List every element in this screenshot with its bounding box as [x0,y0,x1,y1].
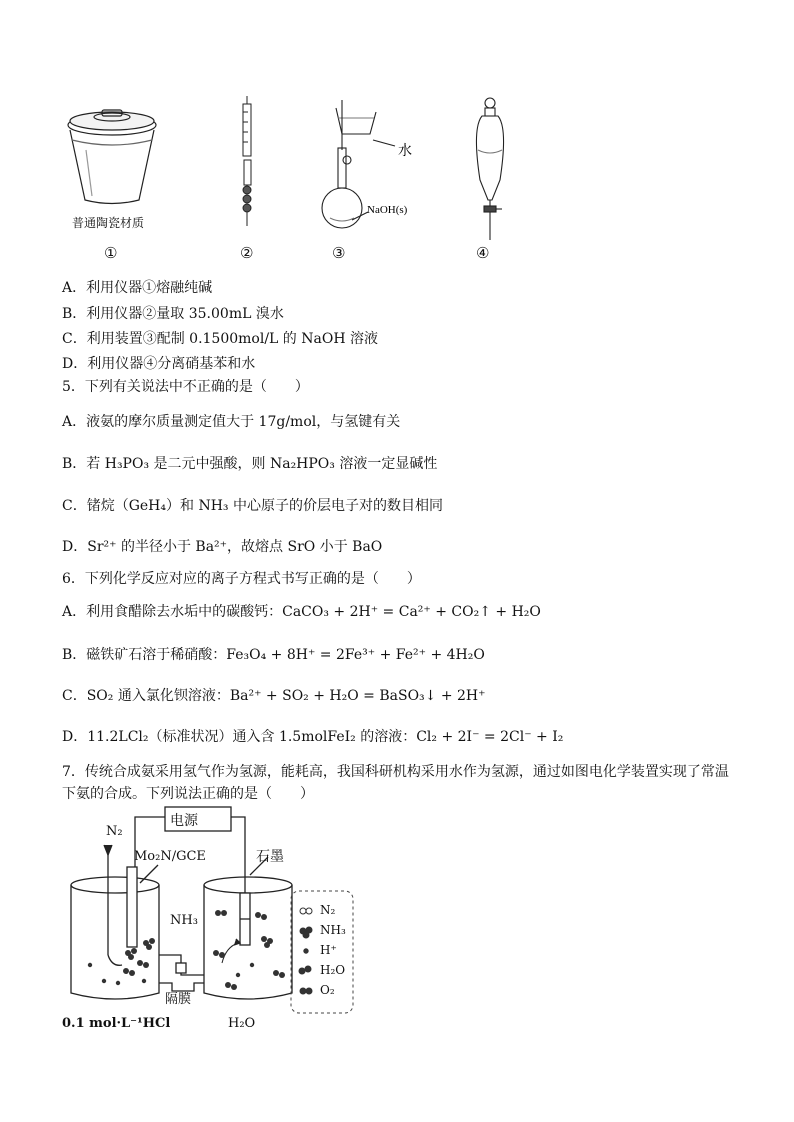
electrochemical-cell-figure [0,805,794,1045]
crucible-caption: 普通陶瓷材质 [72,216,145,230]
q6-option-b: B．磁铁矿石溶于稀硝酸：Fe₃O₄ + 8H⁺ = 2Fe³⁺ + Fe²⁺ + 4H₂O [62,647,485,663]
q5-option-d: D．Sr²⁺ 的半径小于 Ba²⁺，故熔点 SrO 小于 BaO [62,539,383,555]
apparatus-label-1: ① [104,244,118,262]
q6-option-d: D．11.2LCl₂（标准状况）通入含 1.5molFeI₂ 的溶液：Cl₂ + 2I⁻ = 2Cl⁻ + I₂ [62,729,564,745]
q7-stem-line1: 7．传统合成氨采用氢气作为氢源，能耗高，我国科研机构采用水作为氢源，通过如图电化学装置实现了常温 [62,764,729,780]
n2-inlet-label: N₂ [106,824,123,839]
q5-option-b: B．若 H₃PO₃ 是二元中强酸，则 Na₂HPO₃ 溶液一定显碱性 [62,456,438,472]
nh3-label: NH₃ [170,913,198,928]
crucible-illustration [68,110,156,204]
left-solution-label: 0.1 mol·L⁻¹HCl [62,1016,171,1031]
apparatus-label-2: ② [240,244,254,262]
q6-option-a: A．利用食醋除去水垢中的碳酸钙：CaCO₃ + 2H⁺ = Ca²⁺ + CO₂↑ + H₂O [62,604,541,620]
graduated-tube-illustration [243,96,251,226]
q5-stem: 5．下列有关说法中不正确的是（ ） [62,379,309,395]
q6-stem: 6．下列化学反应对应的离子方程式书写正确的是（ ） [62,571,421,587]
right-electrode-label: 石墨 [256,849,284,865]
q5-option-c: C．锗烷（GeH₄）和 NH₃ 中心原子的价层电子对的数目相同 [62,498,443,514]
left-electrode-label: Mo₂N/GCE [134,849,206,864]
power-supply-label: 电源 [170,813,198,829]
legend-h-ion: H⁺ [320,943,337,957]
legend-h2o: H₂O [320,963,346,977]
apparatus-label-4: ④ [476,244,490,262]
apparatus-label-3: ③ [332,244,346,262]
legend-o2: O₂ [320,983,335,997]
separatory-funnel-illustration [476,98,503,240]
legend-n2: N₂ [320,903,336,917]
q4-option-d: D．利用仪器④分离硝基苯和水 [62,356,256,372]
legend-nh3: NH₃ [320,923,346,937]
legend-symbols [299,908,312,994]
water-label: 水 [398,144,412,159]
q4-option-c: C．利用装置③配制 0.1500mol/L 的 NaOH 溶液 [62,331,378,347]
q4-option-b: B．利用仪器②量取 35.00mL 溴水 [62,306,284,322]
q7-stem-line2: 下氨的合成。下列说法正确的是（ ） [62,786,314,802]
membrane-label: 隔膜 [165,992,192,1007]
q4-option-a: A．利用仪器①熔融纯碱 [62,280,213,296]
naoh-label: NaOH(s) [367,204,408,216]
q6-option-c: C．SO₂ 通入氯化钡溶液：Ba²⁺ + SO₂ + H₂O = BaSO₃↓ + 2H⁺ [62,688,486,704]
right-solution-label: H₂O [228,1016,256,1031]
molecules-left [88,938,155,985]
q5-option-a: A．液氨的摩尔质量测定值大于 17g/mol，与氢键有关 [62,414,401,430]
